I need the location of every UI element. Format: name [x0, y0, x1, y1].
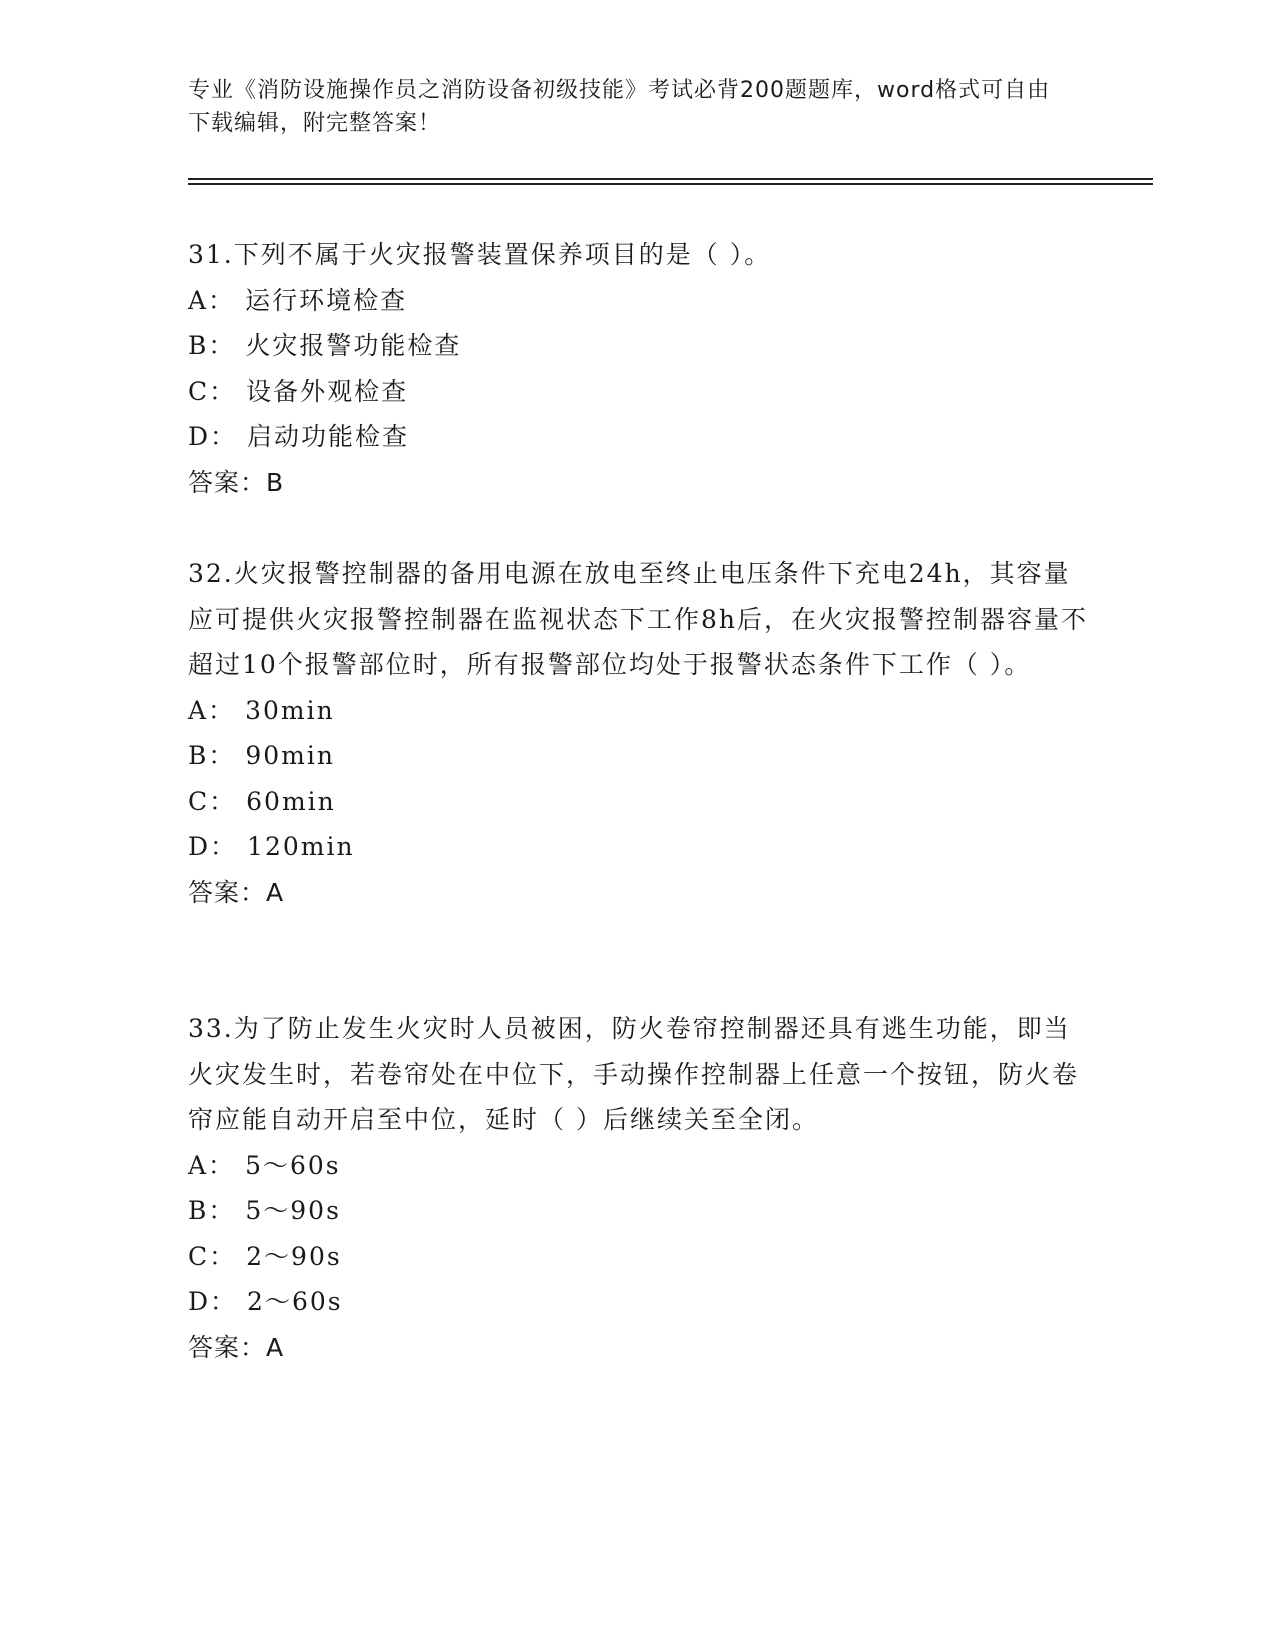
- option-letter: B：: [188, 331, 236, 360]
- option-text: 设备外观检查: [246, 376, 409, 406]
- option-d: [188, 414, 1088, 460]
- option-text: 5～90s: [245, 1196, 341, 1225]
- option-letter: A：: [188, 695, 236, 725]
- option-a: [188, 688, 1088, 734]
- answer-line: 答案：A: [188, 877, 285, 907]
- option-letter: A：: [188, 285, 236, 315]
- option-text: 120min: [247, 832, 355, 861]
- option-letter: B：: [188, 741, 236, 770]
- option-a: [188, 1143, 1088, 1189]
- option-text: 火灾报警功能检查: [245, 331, 462, 360]
- question-31: [188, 232, 1088, 505]
- option-c: [188, 369, 1088, 415]
- option-letter: D：: [188, 1287, 238, 1316]
- option-letter: B：: [188, 1196, 236, 1225]
- option-d: [188, 1279, 1088, 1325]
- option-text: 60min: [246, 786, 336, 816]
- option-text: 运行环境检查: [245, 285, 408, 315]
- question-33: [188, 1006, 1088, 1370]
- question-text: 32.火灾报警控制器的备用电源在放电至终止电压条件下充电24h，其容量应可提供火灾报警控制器在监视状态下工作8h后，在火灾报警控制器容量不超过10个报警部位时，所有报警部位均处于报警状态条件下工作（ ）。: [188, 559, 1089, 679]
- header-divider-top: [188, 178, 1153, 180]
- option-text: 2～60s: [247, 1287, 343, 1316]
- option-d: [188, 824, 1088, 870]
- answer-line: 答案：A: [188, 1332, 285, 1362]
- option-text: 启动功能检查: [247, 422, 410, 451]
- question-text: 33.为了防止发生火灾时人员被困，防火卷帘控制器还具有逃生功能，即当火灾发生时，若卷帘处在中位下，手动操作控制器上任意一个按钮，防火卷帘应能自动开启至中位，延时（ ）后继续关至全闭。: [188, 1014, 1080, 1134]
- option-letter: A：: [188, 1150, 236, 1180]
- option-b: [188, 323, 1088, 369]
- option-b: [188, 733, 1088, 779]
- question-32: [188, 551, 1088, 915]
- option-c: [188, 779, 1088, 825]
- document-header: 专业《消防设施操作员之消防设备初级技能》考试必背200题题库，word格式可自由下载编辑，附完整答案！: [188, 78, 1051, 136]
- option-a: [188, 278, 1088, 324]
- option-letter: D：: [188, 832, 238, 861]
- option-text: 90min: [245, 741, 335, 770]
- option-c: [188, 1234, 1088, 1280]
- option-b: [188, 1188, 1088, 1234]
- option-letter: C：: [188, 786, 237, 816]
- answer-line: 答案：B: [188, 467, 285, 497]
- option-letter: C：: [188, 376, 237, 406]
- option-text: 2～90s: [246, 1241, 342, 1271]
- option-text: 30min: [245, 695, 335, 725]
- option-letter: D：: [188, 422, 238, 451]
- header-divider-bottom: [188, 183, 1153, 185]
- option-text: 5～60s: [245, 1150, 341, 1180]
- question-text: 31.下列不属于火灾报警装置保养项目的是（ ）。: [188, 240, 772, 269]
- option-letter: C：: [188, 1241, 237, 1271]
